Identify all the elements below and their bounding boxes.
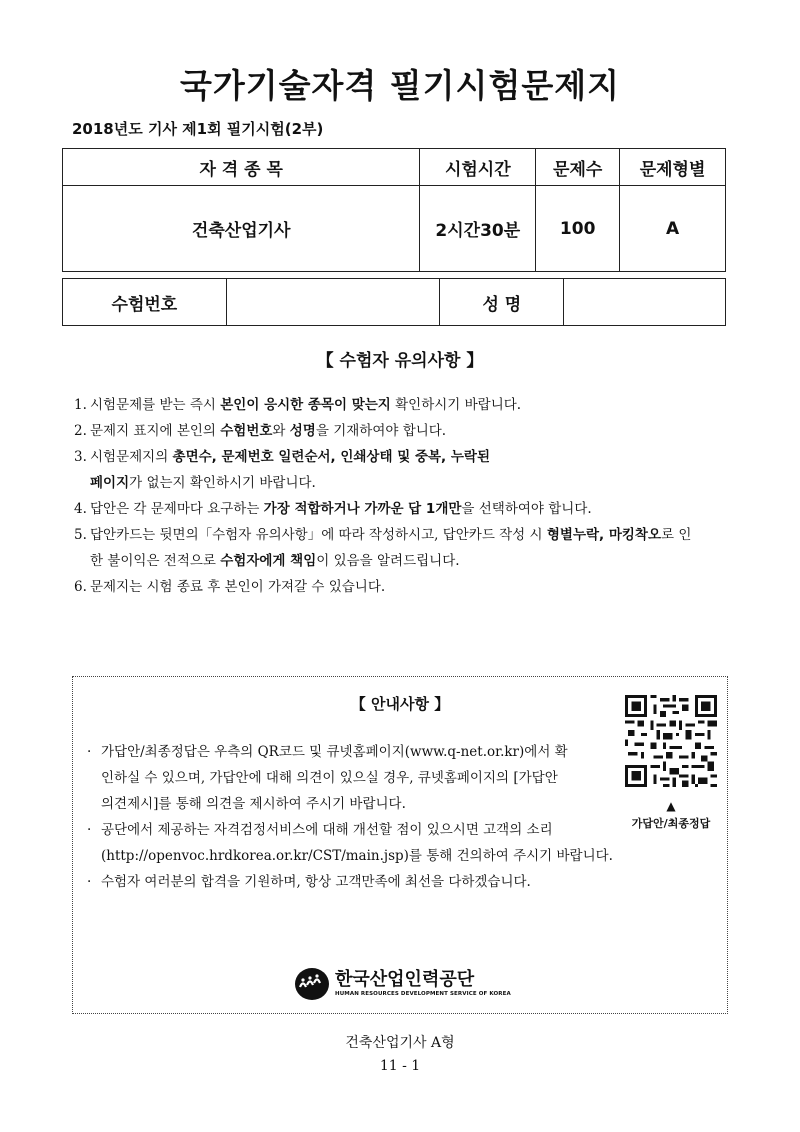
category-header: 자 격 종 목 (63, 149, 420, 186)
count-header: 문제수 (536, 149, 620, 186)
notice-title: 【 수험자 유의사항 】 (316, 351, 484, 371)
guide-item: · 수험자 여러분의 합격을 기원하며, 항상 고객만족에 최선을 다하겠습니다. (87, 874, 531, 890)
notice-item: 6. 문제지는 시험 종료 후 본인이 가져갈 수 있습니다. (74, 579, 386, 595)
footer-page-number: 11 - 1 (379, 1058, 421, 1074)
logo-name-kr: 한국산업인력공단 (335, 969, 475, 990)
qr-caption: 가답안/최종정답 (631, 817, 711, 830)
type-value: A (620, 186, 726, 272)
notice-list (74, 392, 694, 600)
candidate-id-label: 수험번호 (63, 279, 227, 326)
notice-item: 3. 시험문제지의 총면수, 문제번호 일련순서, 인쇄상태 및 중복, 누락된 페이지가 없는지 확인하시기 바랍니다. (74, 449, 490, 491)
hrdk-logo (295, 967, 511, 1001)
notice-item: 5. 답안카드는 뒷면의「수험자 유의사항」에 따라 작성하시고, 답안카드 작성 시 형별누락, 마킹착오로 인한 불이익은 전적으로 수험자에게 책임이 있음을 알려드립니다. (74, 527, 692, 569)
category-value: 건축산업기사 (63, 186, 420, 272)
page-title: 국가기술자격 필기시험문제지 (180, 66, 620, 105)
guide-item: · 가답안/최종정답은 우측의 QR코드 및 큐넷홈페이지(www.q-net.or.kr)에서 확인하실 수 있으며, 가답안에 대해 의견이 있으실 경우, 큐넷홈페이지의 [가답안 의견제시]를 통해 의견을 제시하여 주시기 바랍니다. (87, 744, 568, 812)
notice-item: 1. 시험문제를 받는 즉시 본인이 응시한 종목이 맞는지 확인하시기 바랍니다. (74, 397, 522, 413)
time-value: 2시간30분 (420, 186, 536, 272)
candidate-name-field[interactable] (564, 279, 726, 326)
notice-item: 4. 답안은 각 문제마다 요구하는 가장 적합하거나 가까운 답 1개만을 선택하여야 합니다. (74, 501, 592, 517)
footer-exam-name: 건축산업기사 A형 (345, 1035, 455, 1051)
hrdk-logo-icon (295, 967, 329, 1001)
count-value: 100 (536, 186, 620, 272)
guide-box (72, 676, 728, 1014)
exam-info-table (62, 148, 726, 272)
qr-arrow: ▲ (666, 799, 676, 813)
notice-item: 2. 문제지 표지에 본인의 수험번호와 성명을 기재하여야 합니다. (74, 423, 447, 439)
candidate-table (62, 278, 726, 326)
exam-subtitle: 2018년도 기사 제1회 필기시험(2부) (72, 120, 324, 138)
logo-name-en: HUMAN RESOURCES DEVELOPMENT SERVICE OF KOREA (335, 991, 511, 997)
candidate-id-field[interactable] (226, 279, 440, 326)
candidate-name-label: 성 명 (440, 279, 564, 326)
type-header: 문제형별 (620, 149, 726, 186)
guide-list (87, 739, 707, 895)
time-header: 시험시간 (420, 149, 536, 186)
guide-title: 【 안내사항 】 (350, 695, 450, 713)
guide-item: · 공단에서 제공하는 자격검정서비스에 대해 개선할 점이 있으시면 고객의 소리(http://openvoc.hrdkorea.or.kr/CST/main.jsp)를 통해 건의하여 주시기 바랍니다. (87, 822, 613, 864)
